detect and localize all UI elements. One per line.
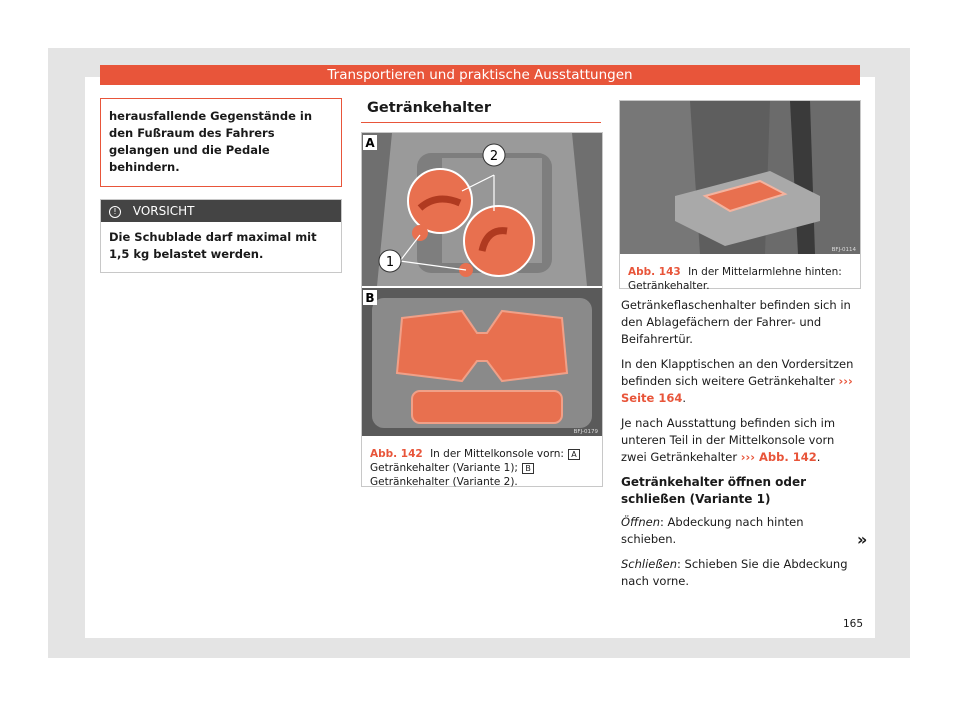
close-text: : Schieben Sie die Abdeckung nach vorne. (621, 557, 848, 588)
figure-142-caption (362, 440, 602, 496)
open-instruction (621, 514, 861, 548)
paragraph-2 (621, 356, 861, 407)
caption-part-1: In der Mittelkonsole vorn: (430, 448, 564, 460)
close-instruction (621, 556, 861, 590)
figure-reference-link[interactable]: ››› Abb. 142 (740, 450, 817, 464)
warning-text: Die Schublade darf maximal mit 1,5 kg belastet werden. (109, 230, 317, 261)
open-text: : Abdeckung nach hinten schieben. (621, 515, 804, 546)
running-header: Transportieren und praktische Ausstattungen (100, 65, 860, 85)
figure-142-illustration (362, 133, 602, 436)
figure-143-number: Abb. 143 (628, 266, 681, 278)
paragraph-3 (621, 415, 861, 466)
note-box: herausfallende Gegenstände in den Fußraum des Fahrers gelangen und die Pedale behindern. (100, 98, 342, 187)
paragraph-3-text: Je nach Ausstattung befinden sich im unteren Teil in der Mittelkonsole vorn zwei Getränkehalter (621, 416, 836, 464)
button-dot-left (412, 225, 428, 241)
paragraph-2-end: . (682, 391, 686, 405)
paragraph-2-text: In den Klapptischen an den Vordersitzen befinden sich weitere Getränkehalter (621, 357, 854, 388)
middle-column (361, 98, 601, 123)
right-column (621, 297, 861, 598)
figure-143-caption (620, 258, 860, 300)
panel-b-label: B (365, 291, 375, 305)
warning-box (100, 199, 342, 273)
warning-title: VORSICHT (132, 204, 195, 218)
key-a-icon: A (568, 449, 579, 460)
key-b-icon: B (522, 463, 534, 474)
subheading: Getränkehalter öffnen oder schließen (Variante 1) (621, 475, 807, 506)
caption-part-2: Getränkehalter (Variante 1); (370, 462, 518, 474)
paragraph-1: Getränkeflaschenhalter befinden sich in den Ablagefächern der Fahrer- und Beifahrertür. (621, 298, 851, 346)
figure-code: BFJ-0179 (573, 429, 598, 435)
figure-143 (619, 100, 861, 292)
figure-code: BFJ-0114 (831, 247, 856, 253)
seat-left (620, 101, 700, 254)
paragraph-3-end: . (816, 450, 821, 464)
continue-marker: » (857, 530, 868, 549)
section-title: Getränkehalter (367, 100, 492, 116)
open-label: Öffnen (621, 515, 661, 529)
figure-143-illustration (620, 101, 860, 254)
figure-143-caption-text: In der Mittelarmlehne hinten: Getränkehalter. (628, 266, 842, 292)
exclamation-icon: ! (109, 206, 121, 218)
figure-142-number: Abb. 142 (370, 448, 423, 460)
caption-part-3: Getränkehalter (Variante 2). (370, 476, 518, 488)
section-divider (361, 122, 601, 123)
panel-a-label: A (365, 136, 375, 150)
figure-142 (361, 132, 603, 487)
callout-2: 2 (489, 149, 499, 164)
page-reference-link[interactable]: ››› Seite 164 (621, 374, 853, 405)
close-label: Schließen (621, 557, 677, 571)
callout-1: 1 (385, 255, 395, 270)
panel-b-tray-recess (412, 391, 562, 423)
left-column (100, 98, 342, 273)
cupholder-cover-right (464, 206, 534, 276)
page-number: 165 (843, 618, 864, 630)
warning-header (101, 200, 341, 222)
